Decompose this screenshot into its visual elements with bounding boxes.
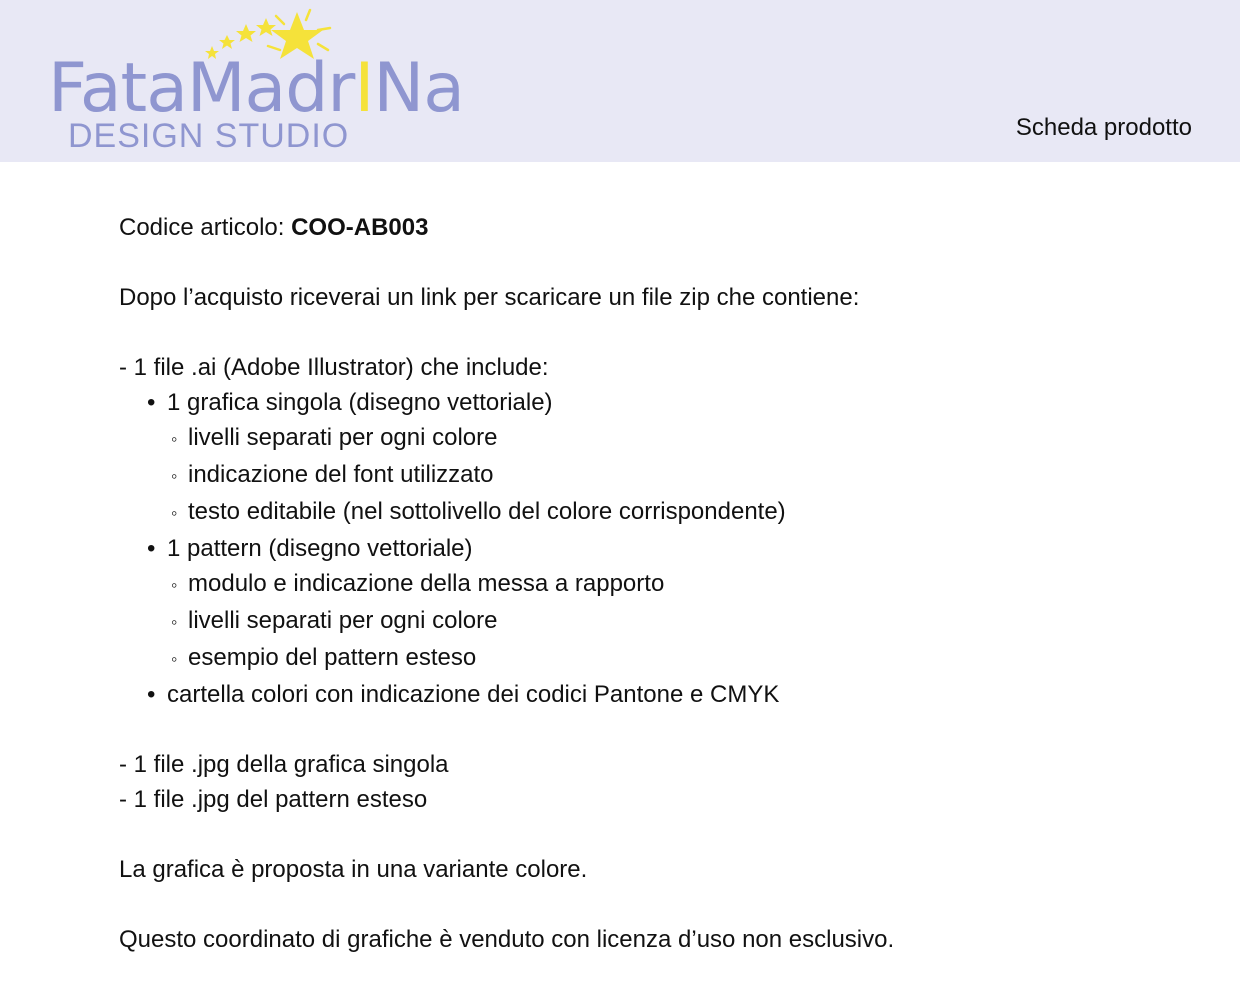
intro-text: Dopo l’acquisto riceverai un link per scaricare un file zip che contiene: <box>119 284 860 311</box>
brand-logo <box>40 8 464 158</box>
list-item: ◦ modulo e indicazione della messa a rapporto <box>171 570 665 597</box>
product-sheet-body <box>119 210 1179 957</box>
item-code-label: Codice articolo: <box>119 214 292 241</box>
jpg-single-line: - 1 file .jpg della grafica singola <box>119 751 449 778</box>
license-text: Questo coordinato di grafiche è venduto con licenza d’uso non esclusivo. <box>119 926 895 953</box>
logo-subtitle: DESIGN STUDIO <box>68 117 350 155</box>
logo-wordmark: FataMadrINa <box>48 49 464 128</box>
list-item: • 1 grafica singola (disegno vettoriale) <box>147 389 553 416</box>
item-code-value: COO-AB003 <box>291 214 429 241</box>
list-item: ◦ indicazione del font utilizzato <box>171 461 494 488</box>
list-item: ◦ testo editabile (nel sottolivello del colore corrispondente) <box>171 498 786 525</box>
list-item: ◦ livelli separati per ogni colore <box>171 607 498 634</box>
variant-text: La grafica è proposta in una variante colore. <box>119 856 588 883</box>
list-item: • 1 pattern (disegno vettoriale) <box>147 535 473 562</box>
page-title: Scheda prodotto <box>1015 114 1192 141</box>
ai-file-contents <box>119 385 1179 712</box>
list-item: • cartella colori con indicazione dei codici Pantone e CMYK <box>147 681 780 708</box>
list-item: ◦ livelli separati per ogni colore <box>171 424 498 451</box>
item-code <box>119 210 1179 245</box>
list-item: ◦ esempio del pattern esteso <box>171 644 477 671</box>
header <box>0 0 1240 162</box>
ai-file-line: - 1 file .ai (Adobe Illustrator) che include: <box>119 354 549 381</box>
jpg-pattern-line: - 1 file .jpg del pattern esteso <box>119 786 428 813</box>
